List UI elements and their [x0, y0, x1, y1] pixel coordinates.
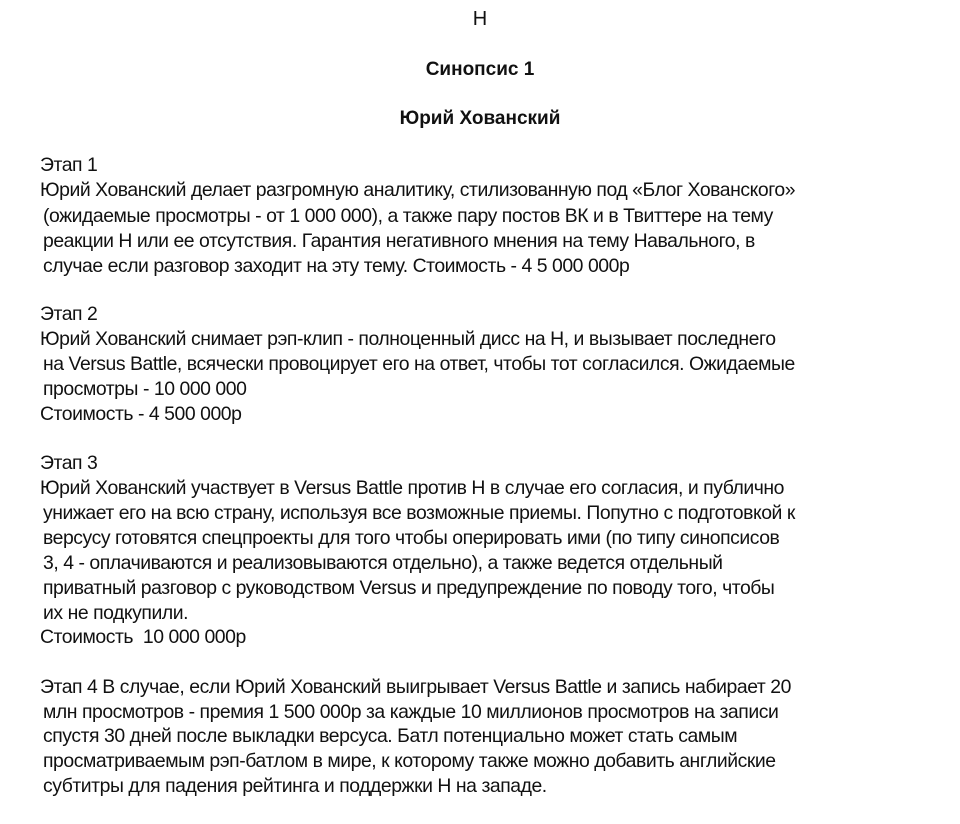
stage-2-cost: Стоимость - 4 500 000р — [40, 403, 242, 425]
stage-4-line: спустя 30 дней после выкладки версуса. Батл потенциально может стать самым — [43, 725, 738, 747]
stage-4-line: просматриваемым рэп-батлом в мире, к которому также можно добавить английские — [43, 750, 776, 772]
stage-4-line: субтитры для падения рейтинга и поддержки Н на западе. — [43, 775, 547, 797]
stage-1-label: Этап 1 — [40, 154, 98, 176]
stage-2-line: Юрий Хованский снимает рэп-клип - полноценный дисс на Н, и вызывает последнего — [40, 328, 776, 350]
stage-4-line: млн просмотров - премия 1 500 000р за каждые 10 миллионов просмотров на записи — [43, 701, 779, 723]
stage-3-line: Юрий Хованский участвует в Versus Battle против Н в случае его согласия, и публично — [40, 477, 784, 499]
stage-3-line: приватный разговор с руководством Versus и предупреждение по поводу того, чтобы — [43, 577, 775, 599]
stage-3-line: их не подкупили. — [43, 602, 189, 624]
stage-2-label: Этап 2 — [40, 303, 98, 325]
stage-3-line: 3, 4 - оплачиваются и реализовываются отдельно), а также ведется отдельный — [43, 552, 723, 574]
stage-1-line: случае если разговор заходит на эту тему. Стоимость - 4 5 000 000р — [43, 255, 630, 277]
stage-3-label: Этап 3 — [40, 452, 98, 474]
stage-3-line: версусу готовятся спецпроекты для того чтобы оперировать ими (по типу синопсисов — [43, 527, 780, 549]
header-letter: Н — [472, 8, 488, 30]
document-subject: Юрий Хованский — [399, 108, 561, 129]
stage-1-line: реакции Н или ее отсутствия. Гарантия негативного мнения на тему Навального, в — [43, 230, 755, 252]
stage-3-line: унижает его на всю страну, используя все возможные приемы. Попутно с подготовкой к — [43, 502, 795, 524]
stage-3-cost: Стоимость 10 000 000р — [40, 626, 246, 648]
stage-2-line: на Versus Battle, всячески провоцирует его на ответ, чтобы тот согласился. Ожидаемые — [43, 353, 795, 375]
stage-1-line: Юрий Хованский делает разгромную аналитику, стилизованную под «Блог Хованского» — [40, 179, 796, 201]
document-title: Синопсис 1 — [425, 59, 535, 80]
stage-1-line: (ожидаемые просмотры - от 1 000 000), а также пару постов ВК и в Твиттере на тему — [43, 205, 773, 227]
stage-2-line: просмотры - 10 000 000 — [43, 378, 247, 400]
stage-4-line: Этап 4 В случае, если Юрий Хованский выигрывает Versus Battle и запись набирает 20 — [40, 676, 791, 698]
